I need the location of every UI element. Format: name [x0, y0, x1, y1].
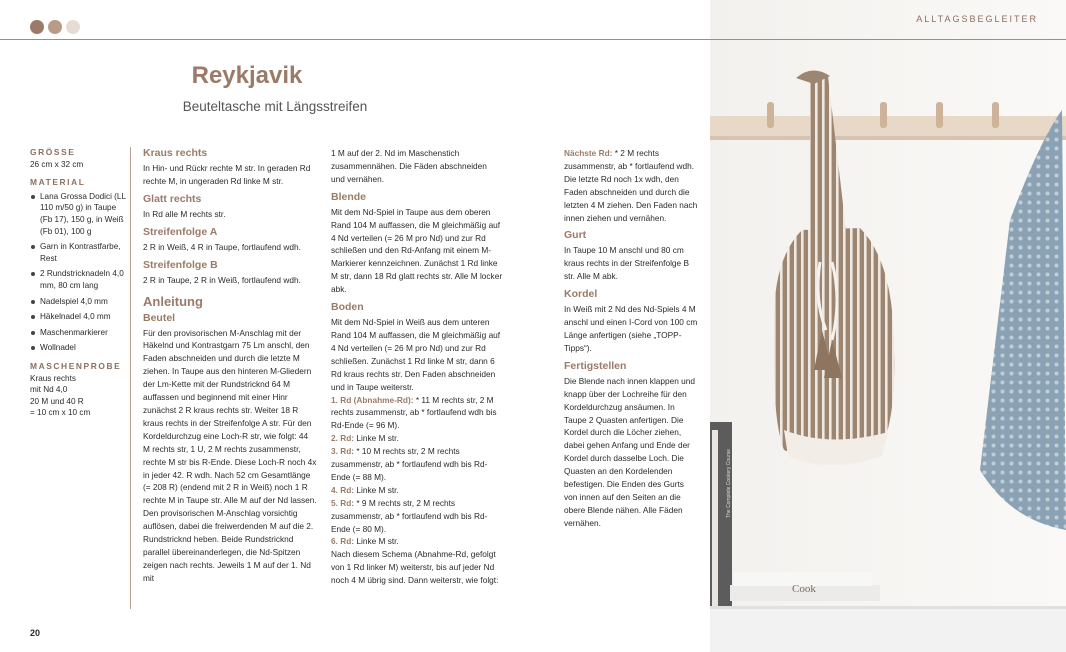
round-3 [331, 445, 503, 484]
finishing-heading: Fertigstellen [564, 359, 627, 372]
stripe-b-text: 2 R in Taupe, 2 R in Weiß, fortlaufend wdh. [143, 274, 301, 285]
page-title: Reykjavik [191, 62, 303, 89]
round-2 [331, 432, 503, 445]
boden-text: Mit dem Nd-Spiel in Weiß aus dem unteren Rand 104 M auffassen, die M gleichmäßig auf 4 Nd verteilen (= 26 M pro Nd) und zur Rd schließen. Zunächst 1 Rd linke M str, dann 6 Rd kraus rechts str. Den Faden abschneiden und in Taupe weiterstr. [331, 317, 501, 392]
material-item: Maschenmarkierer [30, 327, 130, 339]
instructions-column-1 [143, 147, 317, 585]
instructions-column-3 [564, 147, 698, 530]
round-label: 1. Rd (Abnahme-Rd): [331, 394, 414, 405]
round-5 [331, 497, 503, 536]
dot-medium [48, 20, 62, 34]
round-text: * 10 M rechts str, 2 M rechts zusammenstr, ab * fortlaufend wdh bis Rd-Ende (= 88 M). [331, 446, 488, 482]
shelf [710, 608, 1066, 652]
round-label: 2. Rd: [331, 433, 355, 444]
material-item: Häkelnadel 4,0 mm [30, 311, 130, 323]
stripe-a-text: 2 R in Weiß, 4 R in Taupe, fortlaufend wdh. [143, 241, 301, 252]
kordel-heading: Kordel [564, 288, 598, 301]
round-label: Nächste Rd: [564, 148, 613, 158]
size-heading: GRÖSSE [30, 147, 76, 157]
book-spine-text: The Complete Cookery Course [726, 449, 732, 518]
blende-heading: Blende [331, 190, 367, 203]
beutel-heading: Beutel [143, 311, 176, 324]
material-list [30, 191, 130, 354]
round-text: Linke M str. [356, 433, 399, 444]
size-value: 26 cm x 32 cm [30, 159, 84, 169]
gurt-text: In Taupe 10 M anschl und 80 cm kraus rechts in der Streifenfolge B str. Alle M abk. [564, 245, 689, 282]
round-label: 5. Rd: [331, 497, 355, 508]
boden-heading: Boden [331, 301, 364, 314]
kraus-heading: Kraus rechts [143, 147, 208, 159]
stripe-a-heading: Streifenfolge A [143, 225, 218, 238]
gauge-heading: MASCHENPROBE [30, 360, 122, 371]
header-rule [0, 39, 1066, 40]
round-text: Linke M str. [356, 536, 399, 547]
gauge-line: 20 M und 40 R [30, 396, 84, 406]
finishing-text: Die Blende nach innen klappen und knapp über der Lochreihe für den Kordeldurchzug ansäumen. In Taupe 2 Quasten anfertigen. Die Kordel durch die Löcher ziehen, dabei gehen Anfang und Ende der Kordel durch dasselbe Loch. Die Quasten an den Kordelenden befestigen. Die Enden des Gurts von innen auf den Seiten an die obere Blende nähen. Alle Fäden vernähen. [564, 375, 696, 528]
round-text: * 2 M rechts zusammenstr, ab * fortlaufend wdh. Die letzte Rd noch 1x wdh, den Faden abschneiden und durch die letzten 4 M ziehen. Den Faden nach innen ziehen und vernähen. [564, 148, 698, 223]
material-item: Nadelspiel 4,0 mm [30, 296, 130, 308]
decorative-dots [30, 20, 80, 34]
material-item: Lana Grossa Dodici (LL 110 m/50 g) in Taupe (Fb 17), 150 g, in Weiß (Fb 01), 100 g [30, 191, 130, 237]
glatt-heading: Glatt rechts [143, 192, 202, 205]
material-item: Wollnadel [30, 342, 130, 354]
round-label: 6. Rd: [331, 536, 355, 547]
instructions-column-2 [331, 147, 503, 587]
product-photo [710, 0, 1066, 652]
blende-text: Mit dem Nd-Spiel in Taupe aus dem oberen Rand 104 M auffassen, die M gleichmäßig auf 4 Nd verteilen (= 26 M pro Nd) und zur Rd schließen und den Rd-Anfang mit einem M-Markierer kennzeichnen. Zunächst 1 Rd linke M str, dann 18 Rd glatt rechts str. Alle M locker abk. [331, 206, 503, 295]
gauge-line: Kraus rechts [30, 373, 76, 383]
next-round [564, 147, 698, 224]
dot-light [66, 20, 80, 34]
gurt-heading: Gurt [564, 229, 587, 242]
round-label: 4. Rd: [331, 484, 355, 495]
round-6 [331, 535, 503, 548]
gauge-line: mit Nd 4,0 [30, 385, 68, 395]
beutel-text: Für den provisorischen M-Anschlag mit der Häkelnd und Kontrastgarn 75 Lm anschl, den Faden abschneiden und durch die letzte M ziehen. In Taupe aus den hinteren M-Gliedern der Lm-Kette mit der Rundstricknd 64 M auffassen und beginnend mit einer Hinr zunächst 2 R kraus rechts str. Weiter 18 R kraus rechts in der Streifenfolge A str. Für den Kordeldurchzug eine Loch-R str, wie folgt: 44 M rechts str, 1 U, 2 M rechts zusammenstr, rechte M str bis R-Ende. Diese Loch-R noch 4x in jeder 42. R wdh. Nach 52 cm Gesamtlänge (= 208 R) (endend mit 2 R in Weiß) noch 1 R rechte M in Taupe str. Alle M auf der Nd lassen. Den provisorischen M-Anschlag vorsichtig auflösen, dabei die freiwerdenden M auf die 2. Rundstricknd heben. Beide Rundstricknd parallel übereinanderlegen, die Nd-Spitzen zeigen nach rechts. Jeweils 1 M auf der 1. Nd mit [143, 327, 317, 583]
round-text: * 9 M rechts str, 2 M rechts zusammenstr, ab * fortlaufend wdh bis Rd-Ende (= 80 M). [331, 497, 488, 534]
cook-book-title: Cook [792, 583, 816, 595]
gauge-line: = 10 cm x 10 cm [30, 408, 91, 418]
seam-text: 1 M auf der 2. Nd im Maschenstich zusammennähen. Die Fäden abschneiden und vernähen. [331, 148, 487, 184]
page-subtitle: Beuteltasche mit Längsstreifen [182, 99, 368, 114]
column-divider [130, 147, 131, 609]
stripe-b-heading: Streifenfolge B [143, 258, 218, 271]
round-text: * 11 M rechts str, 2 M rechts zusammenstr, ab * fortlaufend wdh bis Rd-Ende (= 96 M). [331, 394, 497, 431]
round-label: 3. Rd: [331, 446, 355, 457]
round-1 [331, 394, 503, 433]
section-label: ALLTAGSBEGLEITER [916, 14, 1038, 24]
round-text: Linke M str. [356, 484, 399, 495]
bag-photo-illustration [710, 0, 1066, 652]
anleitung-heading: Anleitung [143, 293, 203, 309]
material-heading: MATERIAL [30, 177, 86, 188]
kordel-text: In Weiß mit 2 Nd des Nd-Spiels 4 M anschl und einen I-Cord von 100 cm Länge anfertigen (siehe „TOPP-Tipps“). [564, 304, 698, 353]
dot-dark [30, 20, 44, 34]
round-4 [331, 484, 503, 497]
kraus-text: In Hin- und Rückr rechte M str. In geraden Rd rechte M, in ungeraden Rd linke M str. [143, 163, 311, 186]
material-item: Garn in Kontrastfarbe, Rest [30, 241, 130, 264]
material-item: 2 Rundstricknadeln 4,0 mm, 80 cm lang [30, 268, 130, 291]
glatt-text: In Rd alle M rechts str. [143, 208, 226, 219]
schema-text: Nach diesem Schema (Abnahme-Rd, gefolgt von 1 Rd linker M) weiterstr, bis auf jeder Nd noch 4 M übrig sind. Dann weiterstr, wie folgt: [331, 549, 499, 586]
page-number: 20 [30, 628, 41, 638]
materials-sidebar [30, 147, 130, 419]
striped-knit-bag [774, 228, 895, 461]
